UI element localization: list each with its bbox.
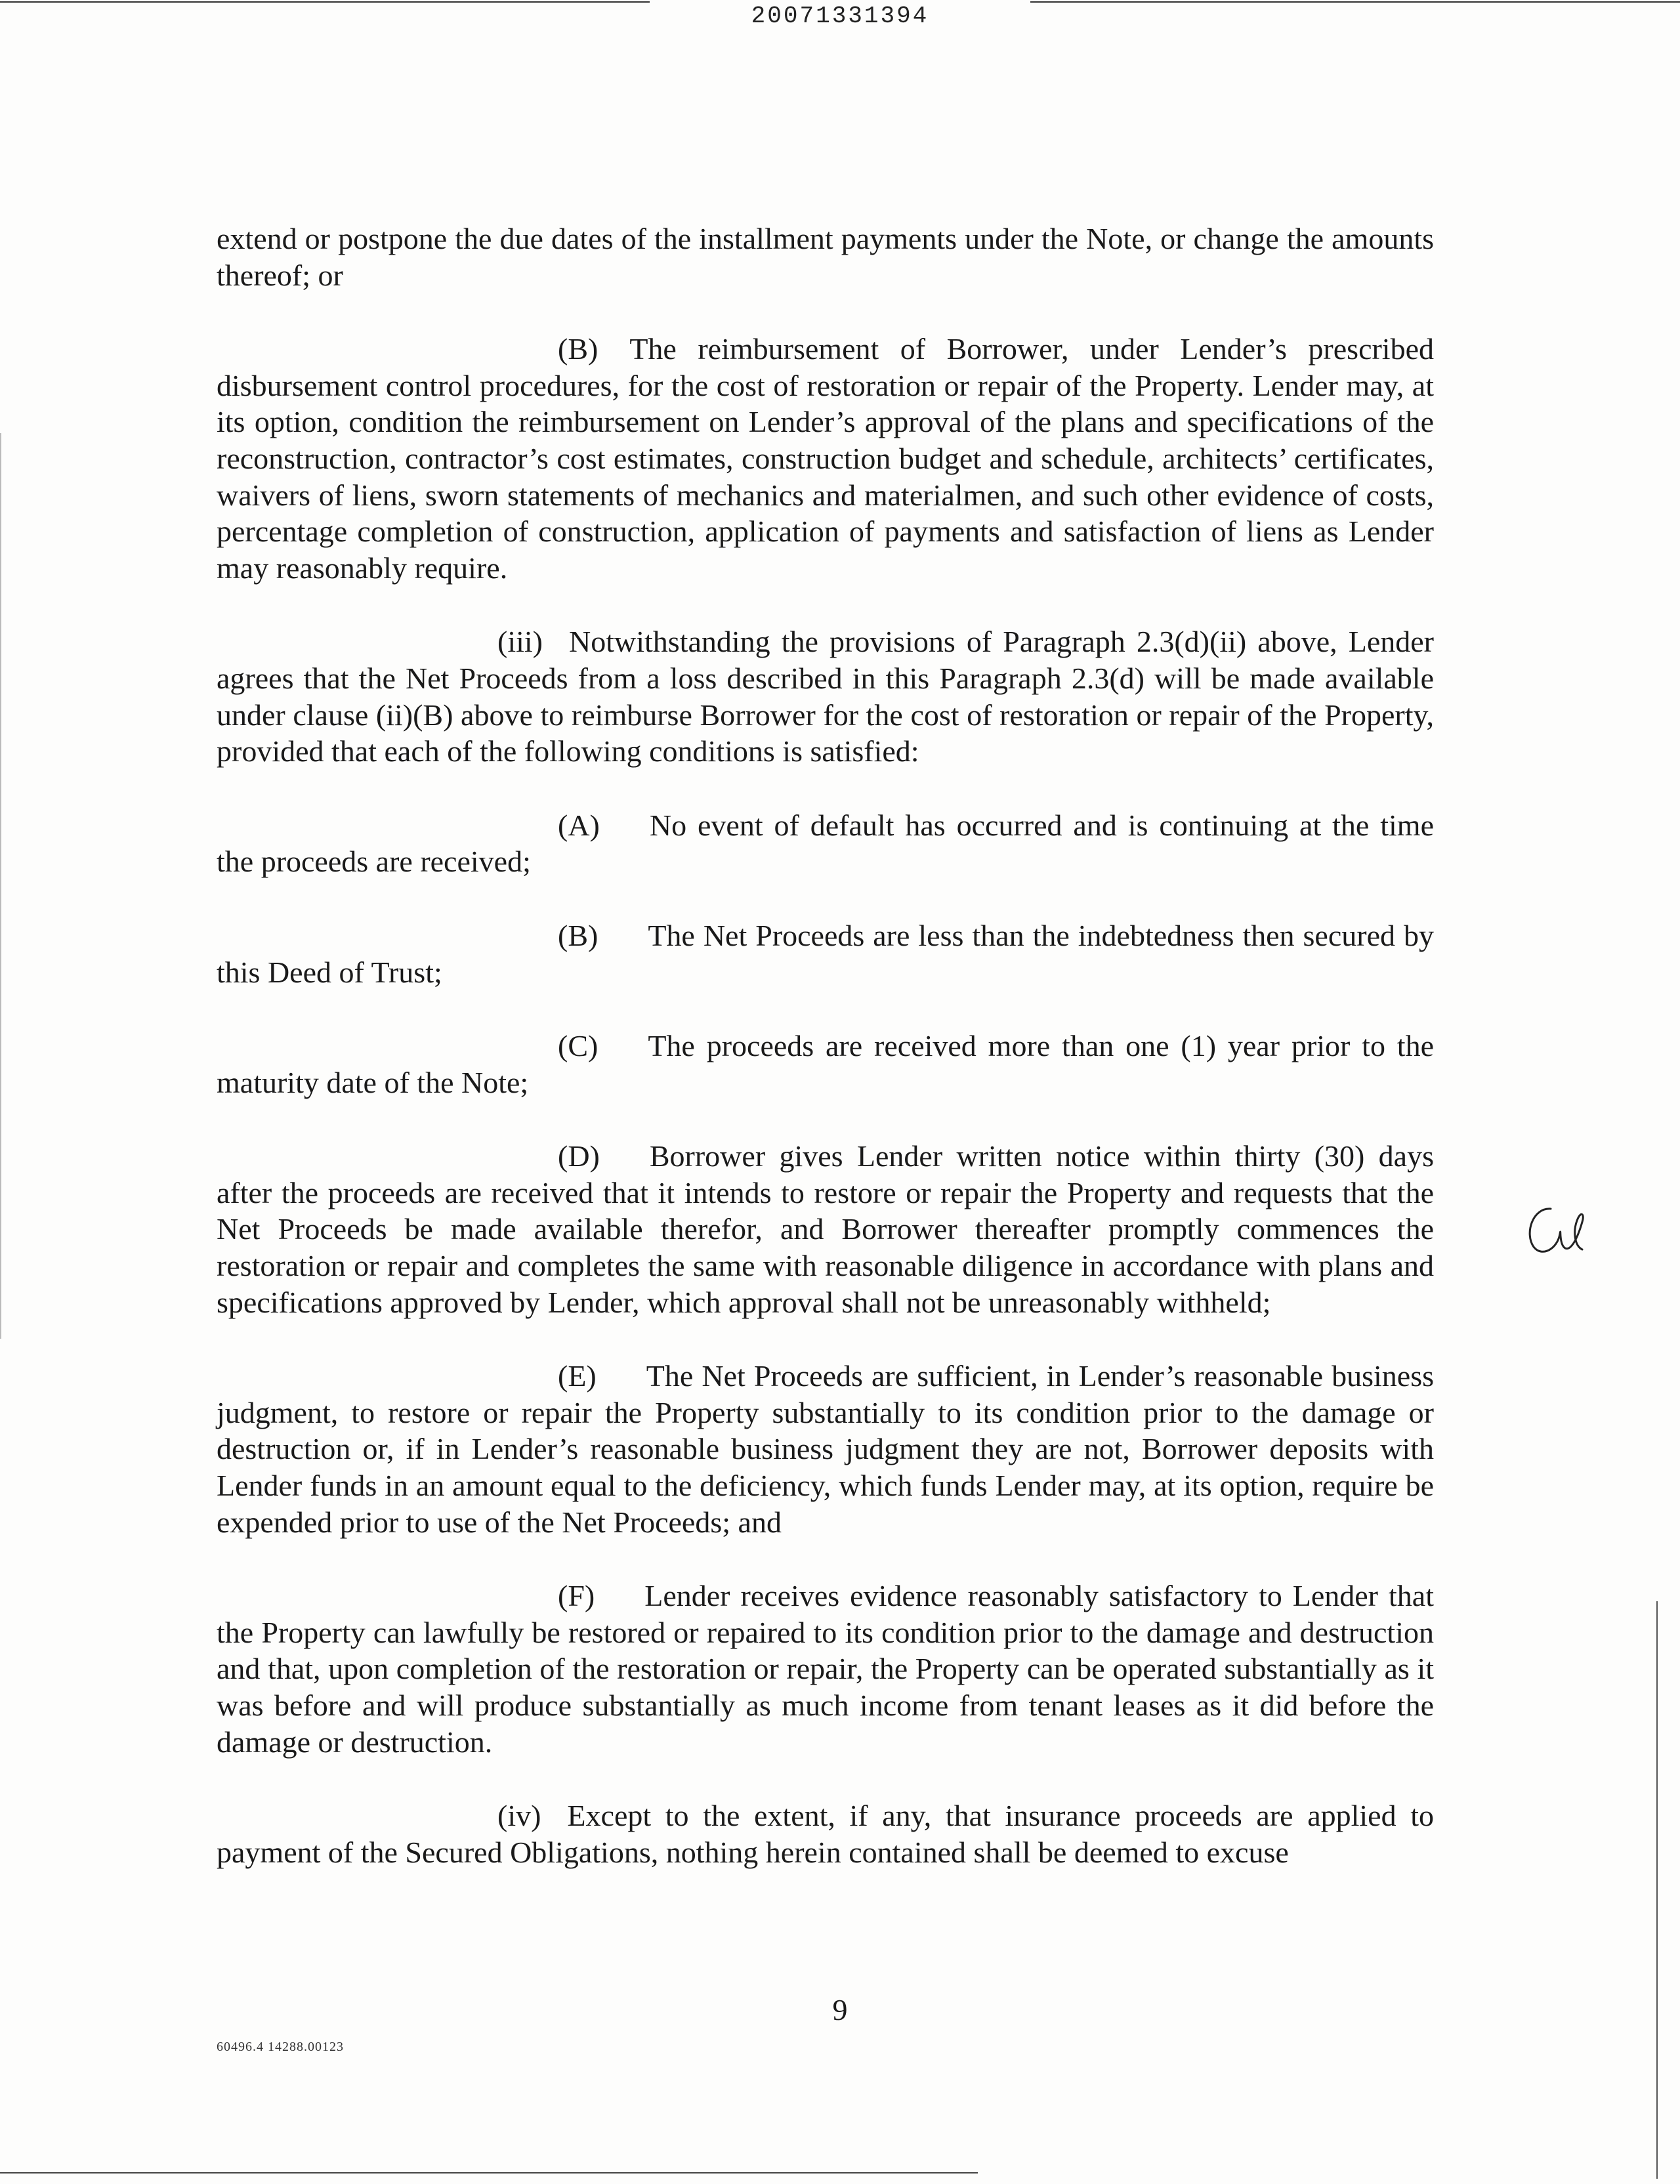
paragraph-text: Except to the extent, if any, that insurance proceeds are applied to payment of the Secured Obligations, nothing herein contained shall be deemed to excuse [217,1799,1434,1869]
clause-label: (D) [558,1139,600,1173]
clause-label: (B) [558,918,598,952]
paragraph-iii-D [217,1138,1434,1320]
clause-label: (B) [558,332,598,366]
clause-label: (iii) [497,625,543,659]
paragraph-iii-E [217,1358,1434,1540]
clause-label: (F) [558,1579,595,1613]
clause-label: (A) [558,808,600,842]
paragraph-iii [217,623,1434,769]
paragraph-continuation [217,220,1434,293]
paragraph-text: The Net Proceeds are sufficient, in Lender’s reasonable business judgment, to restore or repair the Property substantially to its condition prior to the damage or destruction or, if in Lender’s reasonable business judgment they are not, Borrower deposits with Lender funds in an amount equal to the deficiency, which funds Lender may, at its option, require be expended prior to use of the Net Proceeds; and [217,1359,1434,1539]
paragraph-text: Notwithstanding the provisions of Paragraph 2.3(d)(ii) above, Lender agrees that the Net Proceeds from a loss described in this Paragraph 2.3(d) will be made available under clause (ii)(B) above to reimburse Borrower for the cost of restoration or repair of the Property, provided that each of the following conditions is satisfied: [217,625,1434,768]
document-body [217,220,1434,1908]
clause-label: (E) [558,1359,597,1393]
handwritten-initials [1519,1194,1591,1267]
paragraph-text: The Net Proceeds are less than the indebtedness then secured by this Deed of Trust; [217,918,1434,989]
bottom-border [0,2172,978,2174]
paragraph-text: The reimbursement of Borrower, under Lender’s prescribed disbursement control procedures, for the cost of restoration or repair of the Property. Lender may, at its option, condition the reimbursement on Lender’s approval of the plans and specifications of the reconstruction, contractor’s cost estimates, construction budget and schedule, architects’ certificates, waivers of liens, sworn statements of mechanics and materialmen, and such other evidence of costs, percentage completion of construction, application of payments and satisfaction of liens as Lender may reasonably require. [217,332,1434,585]
document-id: 60496.4 14288.00123 [217,2040,344,2054]
paragraph-text: No event of default has occurred and is continuing at the time the proceeds are received; [217,808,1434,879]
page-number: 9 [832,1993,848,2026]
paragraph-text: Lender receives evidence reasonably satisfactory to Lender that the Property can lawfully be restored or repaired to its condition prior to the damage and destruction and that, upon completion of the restoration or repair, the Property can be operated substantially as it was before and will produce substantially as much income from tenant leases as it did before the damage or destruction. [217,1579,1434,1759]
paragraph-iii-A [217,807,1434,880]
paragraph-ii-B [217,331,1434,586]
paragraph-text: The proceeds are received more than one (1) year prior to the maturity date of the Note; [217,1029,1434,1099]
scan-edge-right [1656,1601,1658,2179]
clause-label: (iv) [497,1799,541,1833]
recording-number-stamp: 20071331394 [751,3,929,30]
scan-edge-left [0,433,1,1339]
paragraph-iii-F [217,1578,1434,1760]
paragraph-iii-C [217,1028,1434,1101]
paragraph-iv [217,1797,1434,1870]
paragraph-iii-B [217,917,1434,990]
paragraph-text: extend or postpone the due dates of the installment payments under the Note, or change the amounts thereof; or [217,222,1434,292]
paragraph-text: Borrower gives Lender written notice within thirty (30) days after the proceeds are received that it intends to restore or repair the Property and requests that the Net Proceeds be made available therefor, and Borrower thereafter promptly commences the restoration or repair and completes the same with reasonable diligence in accordance with plans and specifications approved by Lender, which approval shall not be unreasonably withheld; [217,1139,1434,1319]
clause-label: (C) [558,1029,598,1063]
